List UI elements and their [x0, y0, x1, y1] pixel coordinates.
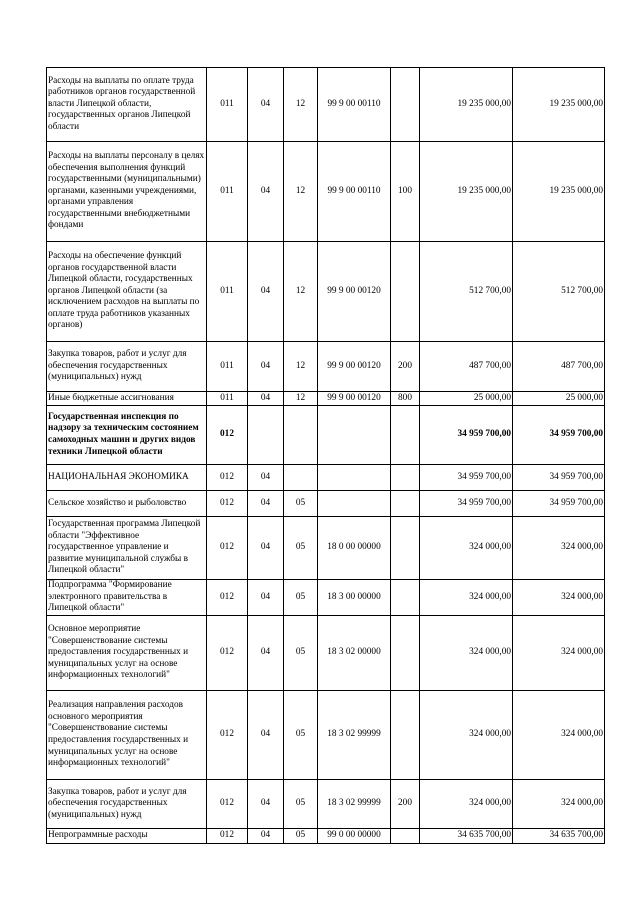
row-name: Расходы на выплаты по оплате труда работников органов государственной власти Липецкой области, государственных органов Липецкой области [47, 68, 207, 142]
row-sum-2: 324 000,00 [513, 580, 605, 616]
row-sum-2: 19 235 000,00 [513, 142, 605, 242]
row-name: Государственная инспекция по надзору за техническим состоянием самоходных машин и других видов техники Липецкой области [47, 406, 207, 465]
row-subsection: 12 [284, 342, 318, 392]
row-sum-2: 34 635 700,00 [513, 829, 605, 844]
row-section: 04 [248, 491, 284, 517]
row-target-article: 99 9 00 00120 [318, 392, 391, 406]
row-target-article: 99 9 00 00110 [318, 142, 391, 242]
row-sum-2: 324 000,00 [513, 691, 605, 780]
table-row [47, 580, 605, 616]
row-sum-1: 19 235 000,00 [420, 142, 513, 242]
row-target-article [318, 406, 391, 465]
row-section [248, 406, 284, 465]
row-sum-1: 324 000,00 [420, 517, 513, 580]
row-ved-code: 012 [207, 465, 248, 491]
row-sum-1: 25 000,00 [420, 392, 513, 406]
row-expense-type [391, 242, 420, 342]
row-subsection: 12 [284, 142, 318, 242]
row-section: 04 [248, 829, 284, 844]
row-ved-code: 012 [207, 406, 248, 465]
row-subsection: 05 [284, 517, 318, 580]
row-ved-code: 012 [207, 691, 248, 780]
row-sum-2: 324 000,00 [513, 517, 605, 580]
row-ved-code: 012 [207, 580, 248, 616]
row-name: Расходы на обеспечение функций органов государственной власти Липецкой области, государственных органов Липецкой области (за исключением расходов на выплаты по оплате труда работников указанных органов) [47, 242, 207, 342]
row-subsection: 12 [284, 392, 318, 406]
row-subsection [284, 406, 318, 465]
row-ved-code: 011 [207, 392, 248, 406]
row-section: 04 [248, 517, 284, 580]
row-name: Государственная программа Липецкой области "Эффективное государственное управление и развитие муниципальной службы в Липецкой области" [47, 517, 207, 580]
table-row [47, 242, 605, 342]
row-ved-code: 011 [207, 68, 248, 142]
row-sum-2: 34 959 700,00 [513, 406, 605, 465]
row-section: 04 [248, 465, 284, 491]
row-ved-code: 012 [207, 829, 248, 844]
row-subsection: 05 [284, 616, 318, 691]
row-ved-code: 011 [207, 242, 248, 342]
row-target-article: 99 9 00 00120 [318, 342, 391, 392]
row-expense-type [391, 491, 420, 517]
row-section: 04 [248, 242, 284, 342]
row-subsection: 12 [284, 68, 318, 142]
row-name: Подпрограмма "Формирование электронного правительства в Липецкой области" [47, 580, 207, 616]
table-body [47, 68, 605, 844]
table-row [47, 491, 605, 517]
row-target-article: 18 3 00 00000 [318, 580, 391, 616]
row-section: 04 [248, 142, 284, 242]
row-sum-2: 324 000,00 [513, 616, 605, 691]
table-row [47, 406, 605, 465]
row-subsection: 05 [284, 780, 318, 829]
row-subsection [284, 465, 318, 491]
row-expense-type [391, 829, 420, 844]
row-section: 04 [248, 342, 284, 392]
row-ved-code: 012 [207, 780, 248, 829]
row-sum-2: 512 700,00 [513, 242, 605, 342]
table-row [47, 68, 605, 142]
table-row [47, 392, 605, 406]
row-expense-type: 800 [391, 392, 420, 406]
row-name: Реализация направления расходов основного мероприятия "Совершенствование системы предоставления государственных и муниципальных услуг на основе информационных технологий" [47, 691, 207, 780]
row-expense-type: 100 [391, 142, 420, 242]
table-row [47, 517, 605, 580]
row-name: Иные бюджетные ассигнования [47, 392, 207, 406]
table-row [47, 142, 605, 242]
row-ved-code: 012 [207, 517, 248, 580]
row-sum-1: 512 700,00 [420, 242, 513, 342]
table-row [47, 829, 605, 844]
table-row [47, 465, 605, 491]
row-name: НАЦИОНАЛЬНАЯ ЭКОНОМИКА [47, 465, 207, 491]
row-name: Основное мероприятие "Совершенствование системы предоставления государственных и муниципальных услуг на основе информационных технологий" [47, 616, 207, 691]
row-sum-2: 34 959 700,00 [513, 465, 605, 491]
row-expense-type [391, 616, 420, 691]
row-section: 04 [248, 580, 284, 616]
table-row [47, 342, 605, 392]
row-target-article: 99 9 00 00110 [318, 68, 391, 142]
row-section: 04 [248, 691, 284, 780]
row-expense-type [391, 691, 420, 780]
row-section: 04 [248, 616, 284, 691]
row-target-article: 18 0 00 00000 [318, 517, 391, 580]
row-target-article: 18 3 02 00000 [318, 616, 391, 691]
table-row [47, 780, 605, 829]
row-expense-type: 200 [391, 342, 420, 392]
row-sum-1: 324 000,00 [420, 780, 513, 829]
row-target-article: 18 3 02 99999 [318, 691, 391, 780]
row-sum-2: 487 700,00 [513, 342, 605, 392]
row-sum-1: 34 959 700,00 [420, 465, 513, 491]
row-sum-1: 324 000,00 [420, 580, 513, 616]
row-expense-type [391, 580, 420, 616]
row-section: 04 [248, 68, 284, 142]
row-name: Сельское хозяйство и рыболовство [47, 491, 207, 517]
row-expense-type: 200 [391, 780, 420, 829]
row-sum-2: 25 000,00 [513, 392, 605, 406]
row-sum-2: 34 959 700,00 [513, 491, 605, 517]
row-sum-2: 19 235 000,00 [513, 68, 605, 142]
row-target-article: 99 0 00 00000 [318, 829, 391, 844]
row-ved-code: 012 [207, 616, 248, 691]
row-expense-type [391, 517, 420, 580]
row-sum-1: 34 635 700,00 [420, 829, 513, 844]
row-subsection: 12 [284, 242, 318, 342]
row-name: Непрограммные расходы [47, 829, 207, 844]
row-target-article: 18 3 02 99999 [318, 780, 391, 829]
row-target-article: 99 9 00 00120 [318, 242, 391, 342]
row-sum-1: 34 959 700,00 [420, 406, 513, 465]
row-subsection: 05 [284, 691, 318, 780]
row-expense-type [391, 406, 420, 465]
row-section: 04 [248, 780, 284, 829]
row-name: Расходы на выплаты персоналу в целях обеспечения выполнения функций государственными (муниципальными) органами, казенными учреждениями, органами управления государственными внебюджетными фондами [47, 142, 207, 242]
row-section: 04 [248, 392, 284, 406]
row-sum-1: 19 235 000,00 [420, 68, 513, 142]
row-sum-1: 324 000,00 [420, 616, 513, 691]
row-sum-1: 487 700,00 [420, 342, 513, 392]
row-target-article [318, 465, 391, 491]
table-row [47, 691, 605, 780]
row-name: Закупка товаров, работ и услуг для обеспечения государственных (муниципальных) нужд [47, 780, 207, 829]
row-subsection: 05 [284, 491, 318, 517]
row-name: Закупка товаров, работ и услуг для обеспечения государственных (муниципальных) нужд [47, 342, 207, 392]
row-sum-2: 324 000,00 [513, 780, 605, 829]
row-ved-code: 011 [207, 342, 248, 392]
row-subsection: 05 [284, 829, 318, 844]
row-subsection: 05 [284, 580, 318, 616]
row-sum-1: 34 959 700,00 [420, 491, 513, 517]
row-ved-code: 012 [207, 491, 248, 517]
row-ved-code: 011 [207, 142, 248, 242]
table-row [47, 616, 605, 691]
row-sum-1: 324 000,00 [420, 691, 513, 780]
budget-table [46, 67, 605, 844]
row-target-article [318, 491, 391, 517]
row-expense-type [391, 68, 420, 142]
row-expense-type [391, 465, 420, 491]
